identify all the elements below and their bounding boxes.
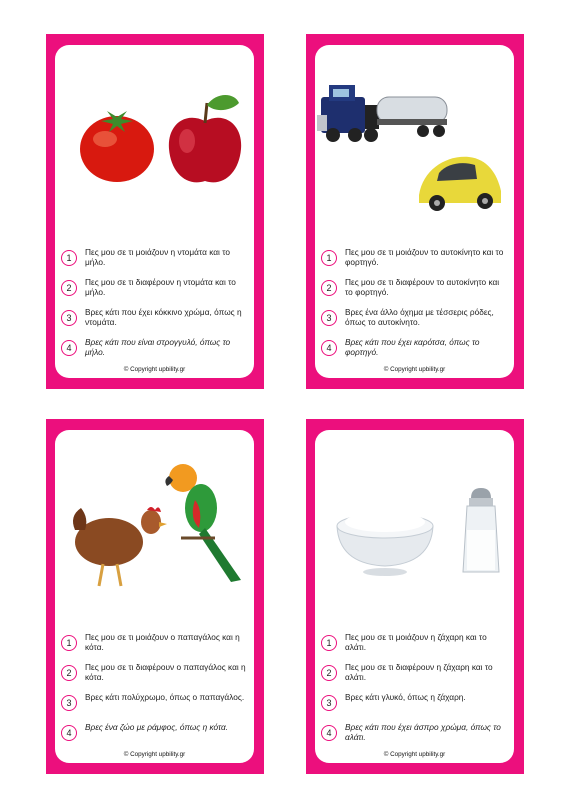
question-number: 3 [61,695,77,711]
card-illustration [315,430,514,620]
question-text: Πες μου σε τι διαφέρουν το αυτοκίνητο και το φορτηγό. [345,277,500,297]
card-inner [315,45,514,378]
question-list [61,247,251,367]
question-number: 2 [61,665,77,681]
sugar-bowl-image [337,512,433,576]
list-item [61,307,251,337]
hen-image [73,507,167,586]
question-number: 3 [321,695,337,711]
question-number: 3 [61,310,77,326]
card-inner [55,45,254,378]
question-text: Πες μου σε τι μοιάζουν η ζάχαρη και το αλάτι. [345,632,487,652]
question-number: 3 [321,310,337,326]
list-item [61,632,251,662]
card-illustration [55,45,254,235]
list-item [61,337,251,367]
list-item [321,722,511,752]
tomato-image [80,111,154,182]
question-number: 4 [61,340,77,356]
card-tomato-apple [46,34,264,389]
question-text: Πες μου σε τι διαφέρουν η ζάχαρη και το αλάτι. [345,662,493,682]
question-number: 2 [321,665,337,681]
question-text: Βρες κάτι που είναι στρογγυλό, όπως το μήλο. [85,337,231,357]
question-text: Πες μου σε τι διαφέρουν ο παπαγάλος και η κότα. [85,662,246,682]
copyright-text: © Copyright upbility.gr [123,366,186,373]
card-car-truck [306,34,524,389]
parrot-image [165,464,241,582]
question-text: Πες μου σε τι μοιάζουν το αυτοκίνητο και το φορτηγό. [345,247,504,267]
card-illustration [55,430,254,620]
list-item [321,337,511,367]
question-text: Βρες κάτι που έχει κόκκινο χρώμα, όπως η ντομάτα. [85,307,242,327]
question-number: 2 [61,280,77,296]
question-number: 2 [321,280,337,296]
question-text: Βρες ένα ζώο με ράμφος, όπως η κότα. [85,722,228,732]
question-number: 1 [61,635,77,651]
copyright-text: © Copyright upbility.gr [123,751,186,758]
card-inner [55,430,254,763]
question-number: 4 [321,725,337,741]
list-item [321,307,511,337]
question-text: Βρες κάτι που έχει άσπρο χρώμα, όπως το αλάτι. [345,722,501,742]
question-text: Πες μου σε τι μοιάζουν η ντομάτα και το μήλο. [85,247,230,267]
list-item [61,662,251,692]
question-number: 1 [61,250,77,266]
list-item [61,247,251,277]
apple-image [169,95,241,182]
list-item [321,632,511,662]
question-number: 4 [321,340,337,356]
question-text: Βρες κάτι γλυκό, όπως η ζάχαρη. [345,692,466,702]
truck-image [317,85,447,142]
card-hen-parrot [46,419,264,774]
question-text: Βρες ένα άλλο όχημα με τέσσερις ρόδες, όπως το αυτοκίνητο. [345,307,494,327]
question-number: 4 [61,725,77,741]
card-sugar-salt [306,419,524,774]
list-item [321,692,511,722]
question-list [321,632,511,752]
list-item [321,247,511,277]
list-item [61,277,251,307]
copyright-text: © Copyright upbility.gr [383,751,446,758]
question-text: Πες μου σε τι διαφέρουν η ντομάτα και το μήλο. [85,277,236,297]
question-text: Βρες κάτι που έχει καρότσα, όπως το φορτηγό. [345,337,480,357]
copyright-text: © Copyright upbility.gr [383,366,446,373]
question-list [321,247,511,367]
question-number: 1 [321,250,337,266]
question-text: Βρες κάτι πολύχρωμο, όπως ο παπαγάλος. [85,692,245,702]
salt-shaker-image [463,488,499,572]
car-image [419,157,501,211]
list-item [61,722,251,752]
question-number: 1 [321,635,337,651]
list-item [321,277,511,307]
list-item [321,662,511,692]
list-item [61,692,251,722]
card-illustration [315,45,514,235]
card-inner [315,430,514,763]
question-text: Πες μου σε τι μοιάζουν ο παπαγάλος και η κότα. [85,632,240,652]
question-list [61,632,251,752]
